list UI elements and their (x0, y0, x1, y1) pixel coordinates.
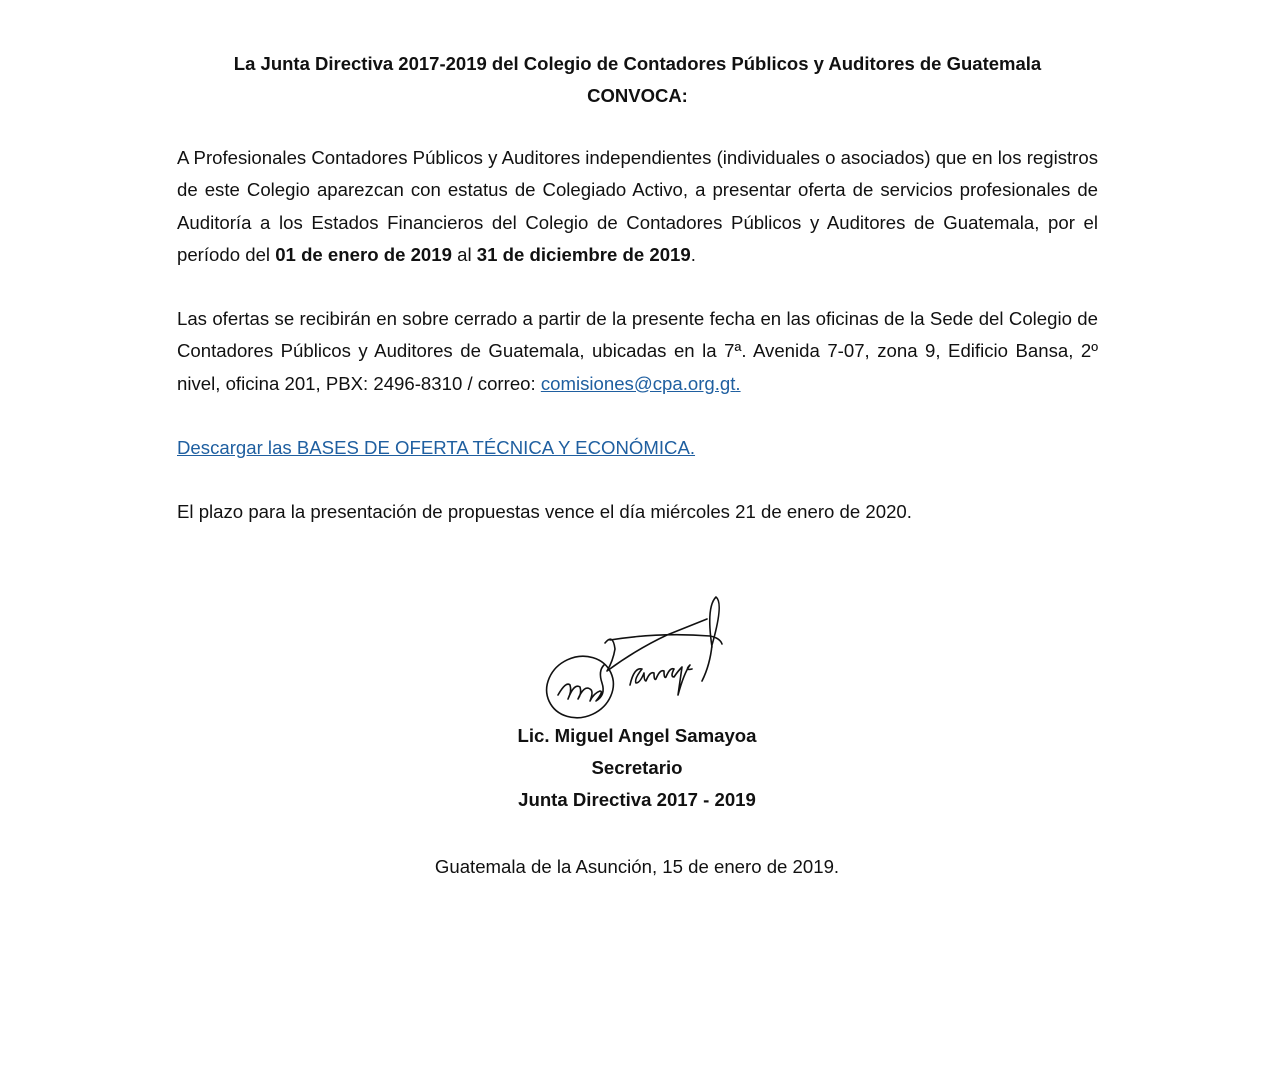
offers-paragraph (177, 303, 1098, 400)
signer-board: Junta Directiva 2017 - 2019 (518, 789, 756, 810)
signer-name: Lic. Miguel Angel Samayoa (517, 725, 757, 746)
header-title: La Junta Directiva 2017-2019 del Colegio de Contadores Públicos y Auditores de Guatemala (233, 53, 1042, 74)
invitation-paragraph (177, 142, 1098, 271)
download-bases-link[interactable]: Descargar las BASES DE OFERTA TÉCNICA Y ECONÓMICA. (177, 437, 696, 458)
download-paragraph (177, 432, 1098, 464)
handwritten-signature (540, 585, 740, 725)
deadline-paragraph: El plazo para la presentación de propuestas vence el día miércoles 21 de enero de 2020. (177, 501, 912, 522)
invitation-text: A Profesionales Contadores Públicos y Auditores independientes (individuales o asociados) que en los registros de este Colegio aparezcan con estatus de Colegiado Activo, a presentar oferta de servicios profesionales de Auditoría a los Estados Financieros del Colegio de Contadores Públicos y Auditores de Guatemala, por el período del (177, 147, 1098, 265)
period-start-date: 01 de enero de 2019 (275, 243, 452, 265)
signer-role: Secretario (591, 757, 683, 778)
invitation-connector: al (451, 243, 477, 265)
signature-amayoa (630, 665, 692, 695)
place-and-date: Guatemala de la Asunción, 15 de enero de 2019. (434, 856, 840, 877)
signature-mas (558, 665, 604, 701)
header-convoca: CONVOCA: (587, 85, 688, 106)
signature-loop (540, 645, 623, 725)
document-header (177, 48, 1098, 112)
signature-upper-stroke (605, 619, 707, 671)
email-link[interactable]: comisiones@cpa.org.gt (540, 372, 736, 394)
offers-text: Las ofertas se recibirán en sobre cerrado a partir de la presente fecha en las oficinas de la Sede del Colegio de Contadores Públicos y Auditores de Guatemala, ubicadas en la 7ª. Avenida 7-07, zona 9, Edificio Bansa, 2º nivel, oficina 201, PBX: 2496-8310 / correo: (177, 308, 1098, 394)
email-link-period[interactable]: . (735, 372, 741, 394)
invitation-period-end: . (690, 243, 696, 265)
period-end-date: 31 de diciembre de 2019 (476, 243, 691, 265)
signature-block (337, 720, 937, 816)
